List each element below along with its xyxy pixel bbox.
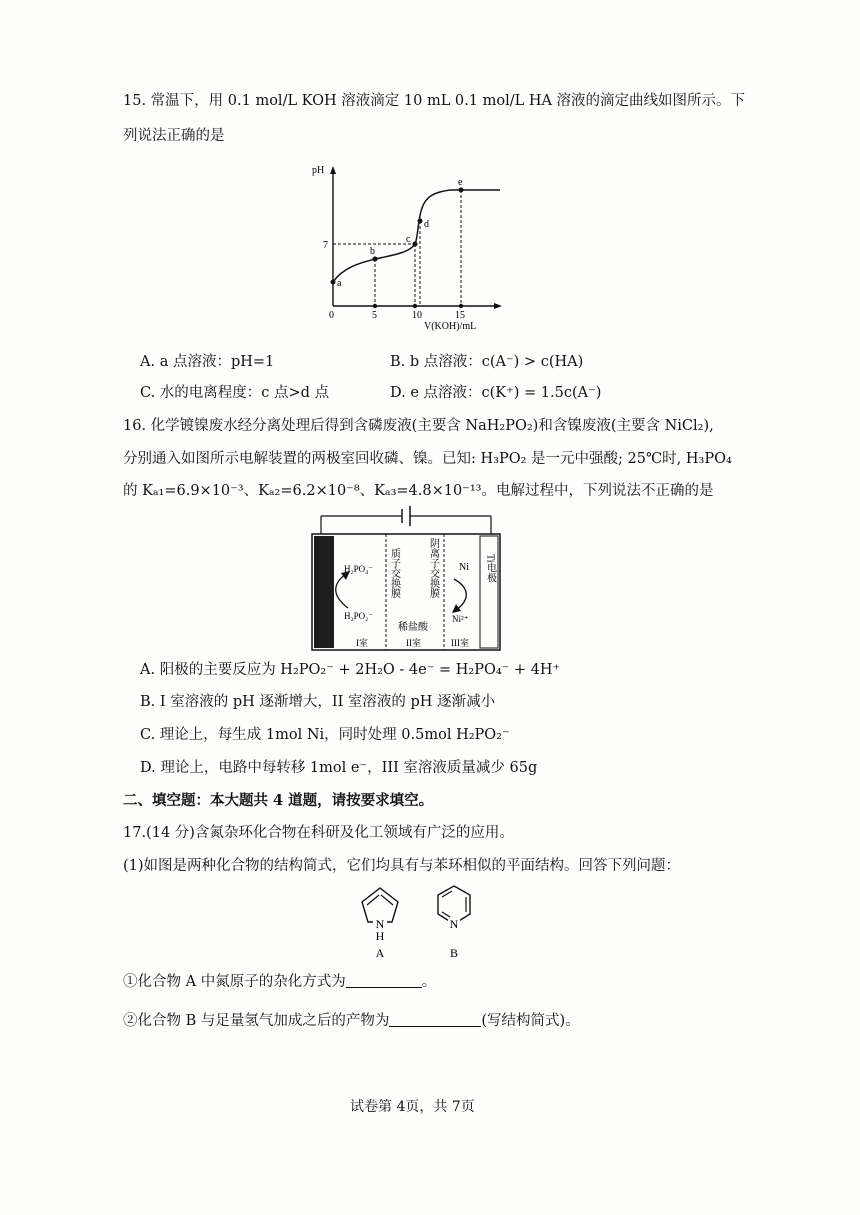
x-tick-15: 15 xyxy=(455,310,465,321)
pyridine-n: N xyxy=(449,917,459,931)
q15-option-d: D. e 点溶液：c(K⁺) = 1.5c(A⁻) xyxy=(390,385,602,401)
answer-blank-1[interactable] xyxy=(346,973,422,988)
label-dilute-hcl: 稀盐酸 xyxy=(398,622,428,633)
q16-option-b: B. I 室溶液的 pH 逐渐增大，II 室溶液的 pH 逐渐减小 xyxy=(140,694,496,710)
q16-stem-line1: 16. 化学镀镍废水经分离处理后得到含磷废液(主要含 NaH₂PO₂)和含镍废液(主要含 NiCl₂), xyxy=(123,418,714,434)
q17-s1-text: ①化合物 A 中氮原子的杂化方式为 xyxy=(123,974,346,990)
x-tick-0: 0 xyxy=(329,310,334,321)
label-anion-membrane: 阴离子交换膜 xyxy=(427,538,439,598)
structure-a-pyrrole xyxy=(352,884,408,960)
q16-option-a: A. 阳极的主要反应为 H₂PO₂⁻ + 2H₂O - 4e⁻ = H₂PO₄⁻ + 4H⁺ xyxy=(140,662,561,678)
q17-intro: 17.(14 分)含氮杂环化合物在科研及化工领域有广泛的应用。 xyxy=(123,825,514,841)
pyrrole-h: H xyxy=(375,929,385,943)
q17-part1: (1)如图是两种化合物的结构简式，它们均具有与苯环相似的平面结构。回答下列问题： xyxy=(123,858,681,874)
q15-option-c: C. 水的电离程度：c 点>d 点 xyxy=(140,385,330,401)
x-tick-5: 5 xyxy=(372,310,377,321)
structure-b-pyridine xyxy=(428,880,480,960)
label-ti-electrode: Ti电极 xyxy=(484,554,496,583)
pyrrole-n: N xyxy=(375,917,385,931)
point-a: a xyxy=(337,278,342,289)
label-room-2: II室 xyxy=(406,638,421,648)
y-axis-label: pH xyxy=(312,165,325,176)
label-proton-membrane: 质子交换膜 xyxy=(388,548,400,598)
label-h2po4: H₂PO₄⁻ xyxy=(344,564,374,574)
q16-stem-line3: 的 Kₐ₁=6.9×10⁻³、Kₐ₂=6.2×10⁻⁸、Kₐ₃=4.8×10⁻¹³。电解过程中，下列说法不正确的是 xyxy=(123,483,714,499)
q17-subquestion-1 xyxy=(123,972,436,992)
label-h2po2: H₂PO₂⁻ xyxy=(344,611,374,621)
section-heading: 二、填空题：本大题共 4 道题，请按要求填空。 xyxy=(123,792,434,809)
q16-stem-line2: 分别通入如图所示电解装置的两极室回收磷、镍。已知: H₃PO₂ 是一元中强酸; 25℃时, H₃PO₄ xyxy=(123,451,732,467)
q16-option-d: D. 理论上，电路中每转移 1mol e⁻，III 室溶液质量减少 65g xyxy=(140,760,538,776)
q17-s1-end: 。 xyxy=(421,974,437,990)
label-room-3: III室 xyxy=(451,638,469,648)
point-b: b xyxy=(370,246,375,257)
q15-option-a: A. a 点溶液：pH=1 xyxy=(140,354,275,370)
x-axis-label: V(KOH)/mL xyxy=(424,321,477,332)
q15-option-b: B. b 点溶液：c(A⁻) > c(HA) xyxy=(390,354,584,370)
point-c: c xyxy=(406,234,411,245)
page-footer: 试卷第 4页，共 7页 xyxy=(350,1099,475,1115)
titration-curve-graph xyxy=(300,158,510,336)
label-room-1: I室 xyxy=(356,638,368,648)
point-d: d xyxy=(424,219,429,230)
label-a: A xyxy=(375,946,385,960)
q17-s2-end: (写结构简式)。 xyxy=(481,1013,580,1029)
q16-option-c: C. 理论上，每生成 1mol Ni，同时处理 0.5mol H₂PO₂⁻ xyxy=(140,727,510,743)
label-ni: Ni xyxy=(459,562,469,573)
label-b: B xyxy=(449,946,459,960)
q17-s2-text: ②化合物 B 与足量氢气加成之后的产物为 xyxy=(123,1013,390,1029)
label-ni2: Ni²⁺ xyxy=(452,614,469,624)
y-tick-7: 7 xyxy=(323,240,328,251)
q15-stem-line1: 15. 常温下，用 0.1 mol/L KOH 溶液滴定 10 mL 0.1 mol/L HA 溶液的滴定曲线如图所示。下 xyxy=(123,93,746,109)
x-tick-10: 10 xyxy=(412,310,422,321)
answer-blank-2[interactable] xyxy=(389,1012,481,1027)
q15-stem-line2: 列说法正确的是 xyxy=(123,128,225,144)
electrolysis-cell-diagram xyxy=(306,504,511,654)
q17-subquestion-2 xyxy=(123,1011,580,1031)
point-e: e xyxy=(458,177,463,188)
